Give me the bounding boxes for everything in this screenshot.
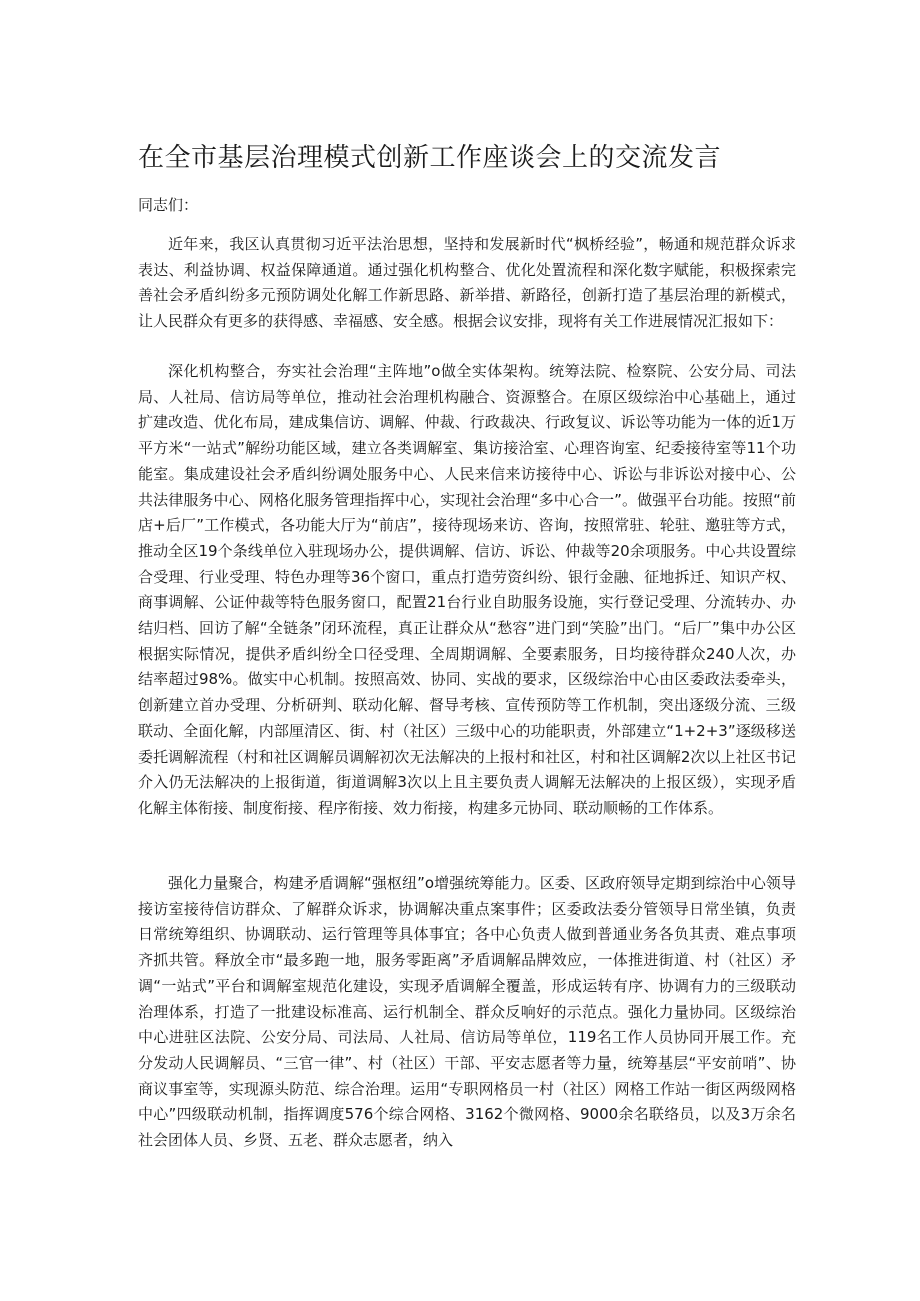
paragraph-force-aggregation: 强化力量聚合，构建矛盾调解“强枢纽”o增强统筹能力。区委、区政府领导定期到综治中心领导接访室接待信访群众、了解群众诉求，协调解决重点案事件；区委政法委分管领导日常坐镇，负责日常统筹组织、协调联动、运行管理等具体事宜；各中心负责人做到普通业务各负其责、难点事项齐抓共管。释放全市“最多跑一地，服务零距离”矛盾调解品牌效应，一体推进街道、村（社区）矛调“一站式”平台和调解室规范化建设，实现矛盾调解全覆盖，形成运转有序、协调有力的三级联动治理体系，打造了一批建设标准高、运行机制全、群众反响好的示范点。强化力量协同。区级综治中心进驻区法院、公安分局、司法局、人社局、信访局等单位，119名工作人员协同开展工作。充分发动人民调解员、“三官一律”、村（社区）干部、平安志愿者等力量，统筹基层“平安前哨”、协商议事室等，实现源头防范、综合治理。运用“专职网格员一村（社区）网格工作站一街区两级网格中心”四级联动机制，指挥调度576个综合网格、3162个微网格、9000余名联络员，以及3万余名社会团体人员、乡贤、五老、群众志愿者，纳入 [138, 874, 796, 1150]
paragraph-intro: 近年来，我区认真贯彻习近平法治思想，坚持和发展新时代“枫桥经验”，畅通和规范群众诉求表达、利益协调、权益保障通道。通过强化机构整合、优化处置流程和深化数字赋能，积极探索完善社会矛盾纠纷多元预防调处化解工作新思路、新举措、新路径，创新打造了基层治理的新模式，让人民群众有更多的获得感、幸福感、安全感。根据会议安排，现将有关工作进展情况汇报如下： [138, 235, 796, 331]
paragraph-institution-integration: 深化机构整合，夯实社会治理“主阵地”o做全实体架构。统筹法院、检察院、公安分局、司法局、人社局、信访局等单位，推动社会治理机构融合、资源整合。在原区级综治中心基础上，通过扩建改造、优化布局，建成集信访、调解、仲裁、行政裁决、行政复议、诉讼等功能为一体的近1万平方米“一站式”解纷功能区域，建立各类调解室、集访接洽室、心理咨询室、纪委接待室等11个功能室。集成建设社会矛盾纠纷调处服务中心、人民来信来访接待中心、诉讼与非诉讼对接中心、公共法律服务中心、网格化服务管理指挥中心，实现社会治理“多中心合一”。做强平台功能。按照“前店+后厂”工作模式，各功能大厅为“前店”，接待现场来访、咨询，按照常驻、轮驻、邀驻等方式，推动全区19个条线单位入驻现场办公，提供调解、信访、诉讼、仲裁等20余项服务。中心共设置综合受理、行业受理、特色办理等36个窗口，重点打造劳资纠纷、银行金融、征地拆迁、知识产权、商事调解、公证仲裁等特色服务窗口，配置21台行业自助服务设施，实行登记受理、分流转办、办结归档、回访了解“全链条”闭环流程，真正让群众从“愁容”进门到“笑脸”出门。“后厂”集中办公区根据实际情况，提供矛盾纠纷全口径受理、全周期调解、全要素服务，日均接待群众240人次，办结率超过98%。做实中心机制。按照高效、协同、实战的要求，区级综治中心由区委政法委牵头，创新建立首办受理、分析研判、联动化解、督导考核、宣传预防等工作机制，突出逐级分流、三级联动、全面化解，内部厘清区、街、村（社区）三级中心的功能职责，外部建立“1+2+3”逐级移送委托调解流程（村和社区调解员调解初次无法解决的上报村和社区，村和社区调解2次以上社区书记介入仍无法解决的上报街道，街道调解3次以上且主要负责人调解无法解决的上报区级），实现矛盾化解主体衔接、制度衔接、程序衔接、效力衔接，构建多元协同、联动顺畅的工作体系。 [138, 362, 796, 817]
salutation: 同志们： [138, 196, 199, 214]
document-title: 在全市基层治理模式创新工作座谈会上的交流发言 [138, 143, 722, 173]
